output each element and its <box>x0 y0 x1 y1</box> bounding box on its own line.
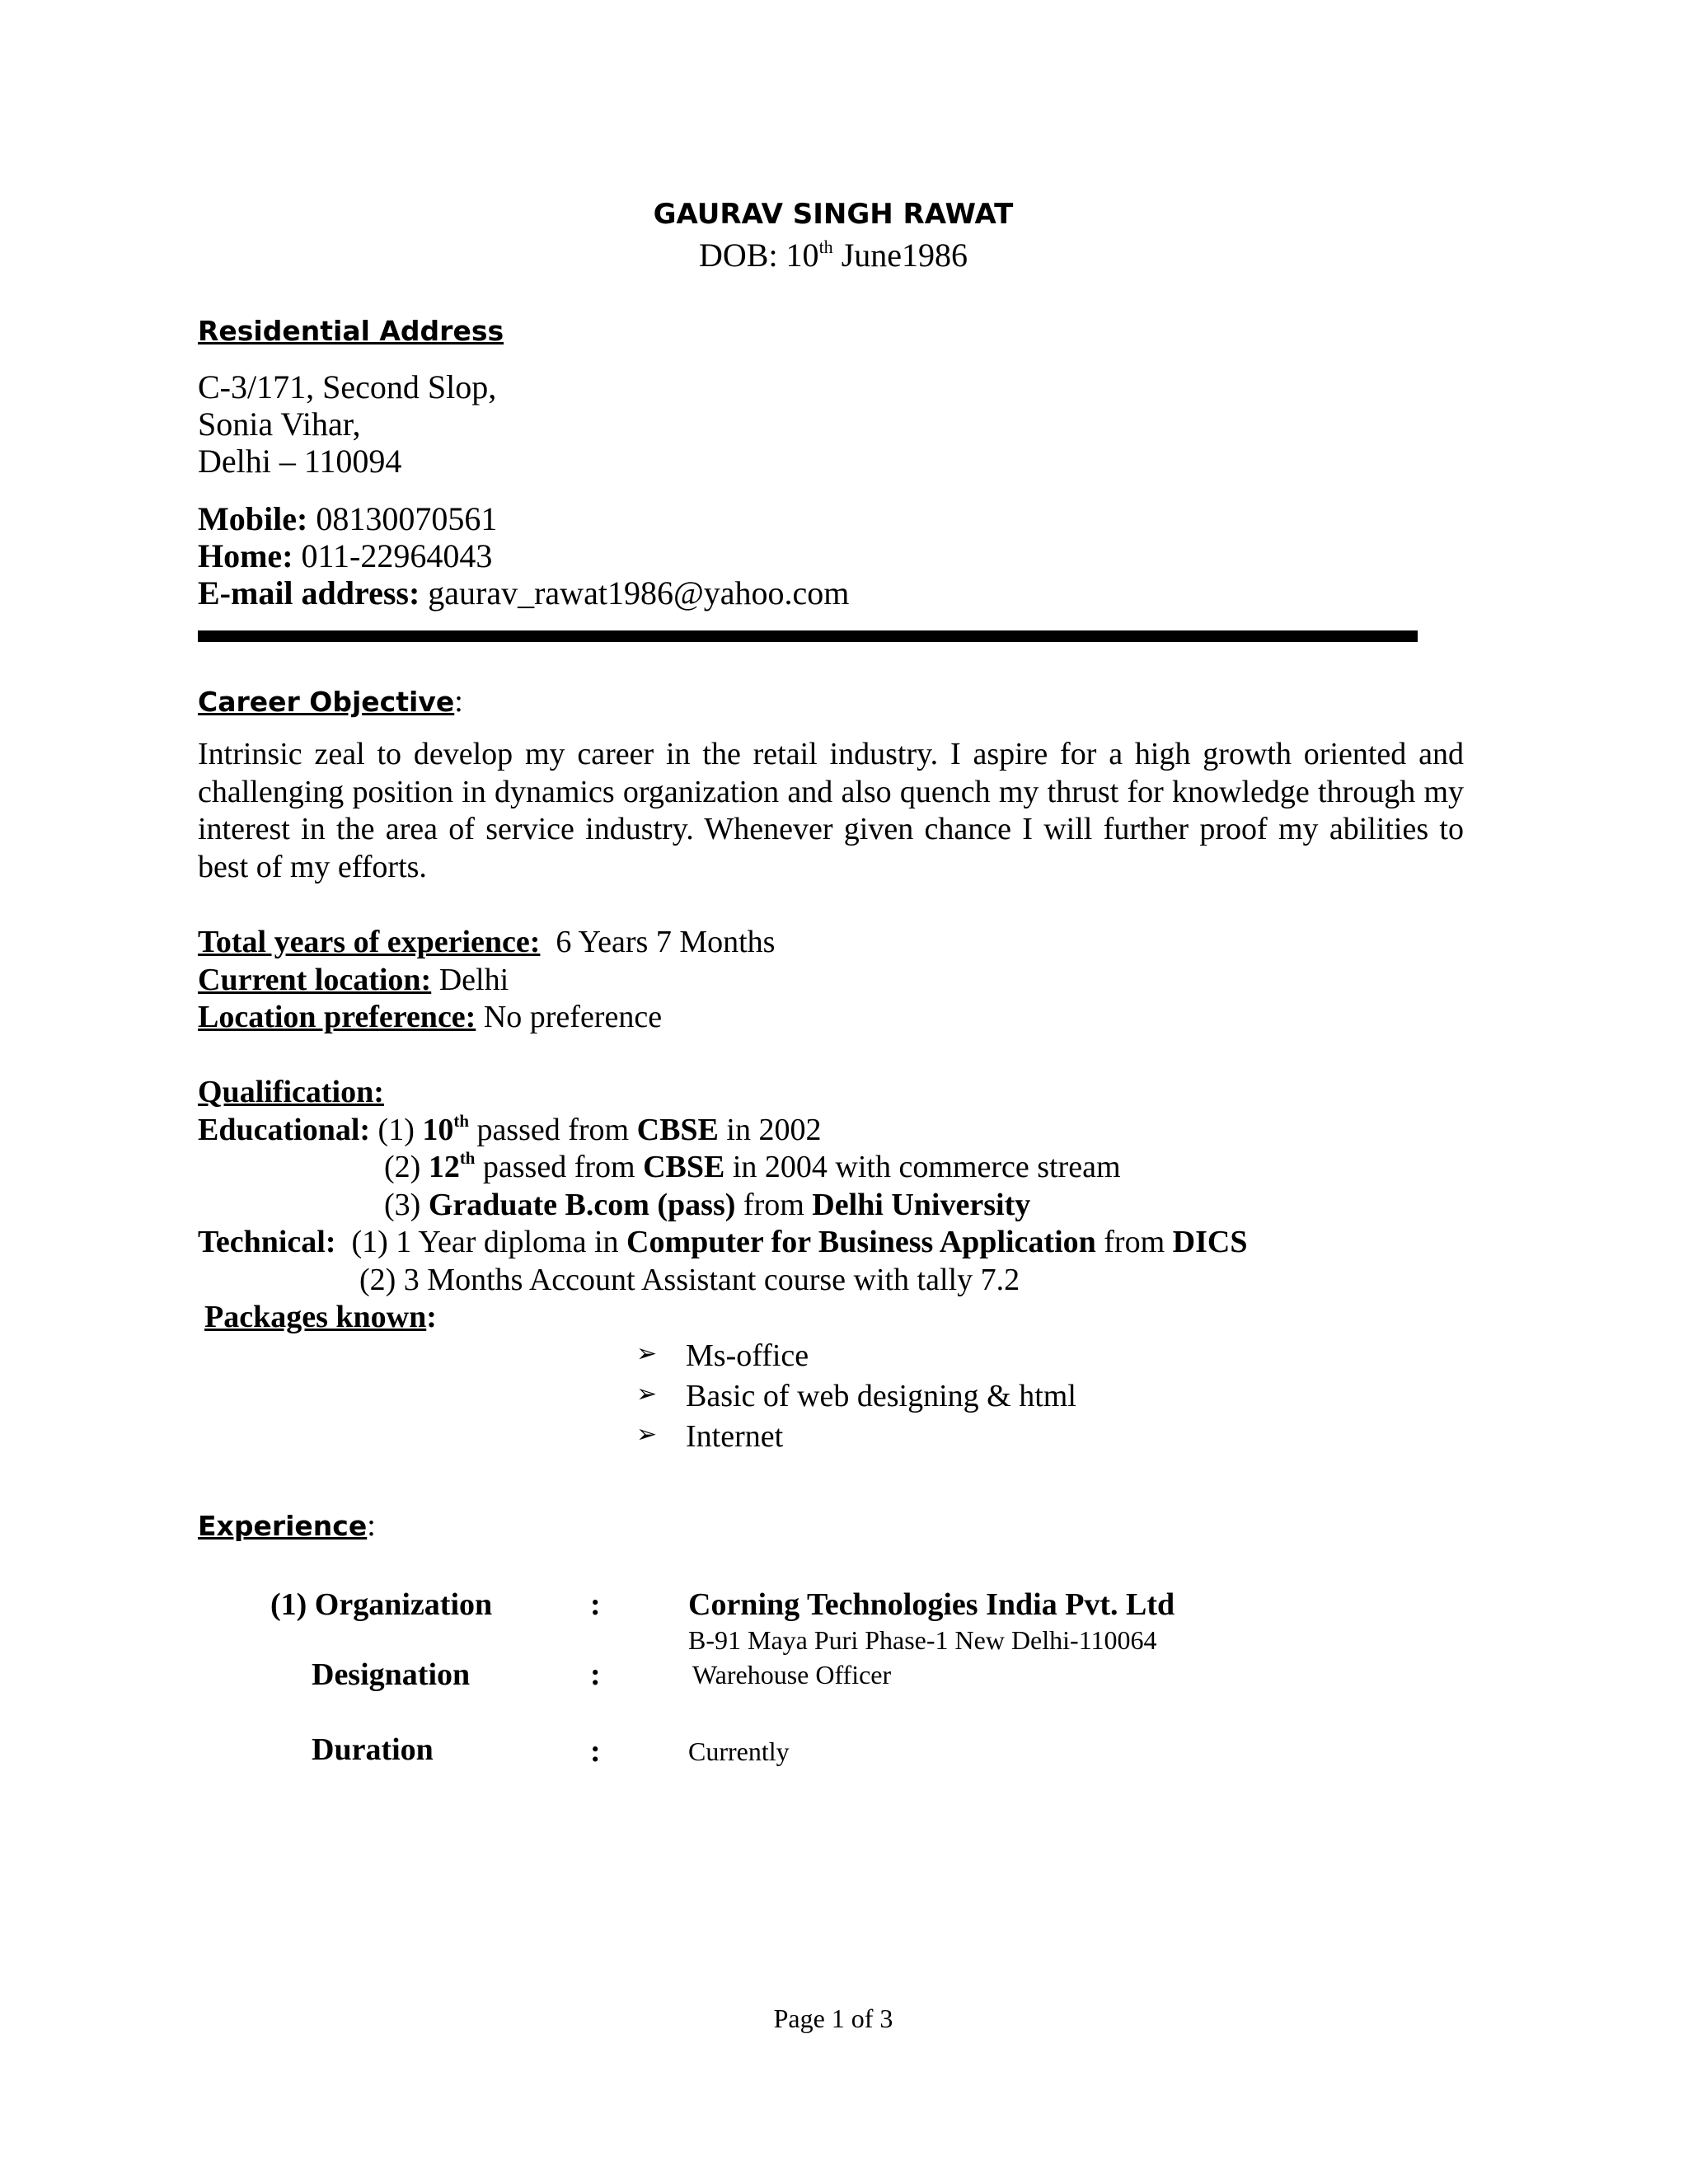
education-item: (2) 12th passed from CBSE in 2004 with commerce stream <box>384 1148 1121 1184</box>
technical-item: Technical: (1) 1 Year diploma in Computer for Business Application from DICS <box>198 1225 1248 1259</box>
arrow-bullet-icon: ➢ <box>636 1420 658 1449</box>
education-item: (3) Graduate B.com (pass) from Delhi University <box>384 1188 1031 1222</box>
separator-colon: : <box>590 1657 601 1692</box>
organization-name: Corning Technologies India Pvt. Ltd <box>688 1587 1175 1622</box>
address-line: C-3/171, Second Slop, <box>198 368 497 405</box>
organization-address: B-91 Maya Puri Phase-1 New Delhi-110064 <box>688 1625 1157 1655</box>
address-line: Delhi – 110094 <box>198 443 402 480</box>
page-number: Page 1 of 3 <box>773 2004 893 2033</box>
total-experience: Total years of experience: 6 Years 7 Months <box>198 925 776 959</box>
location-preference: Location preference: No preference <box>198 1000 663 1034</box>
date-of-birth: DOB: 10th June1986 <box>698 236 968 274</box>
technical-item: (2) 3 Months Account Assistant course with tally 7.2 <box>359 1263 1020 1297</box>
arrow-bullet-icon: ➢ <box>636 1339 658 1368</box>
section-divider <box>198 630 1418 642</box>
separator-colon: : <box>590 1734 601 1769</box>
package-item: Internet <box>686 1419 784 1454</box>
education-item: Educational: (1) 10th passed from CBSE in 2002 <box>198 1111 822 1147</box>
separator-colon: : <box>590 1587 601 1622</box>
duration-label: Duration <box>312 1732 434 1767</box>
career-objective-text: Intrinsic zeal to develop my career in the retail industry. I aspire for a high growth oriented and challenging position in dynamics organization and also quench my thrust for knowledge through my interest in the area of service industry. Whenever given chance I will further proof my abilities to best of my efforts. <box>198 737 1464 884</box>
qualification-heading: Qualification: <box>198 1075 384 1109</box>
candidate-name: GAURAV SINGH RAWAT <box>653 198 1014 231</box>
current-location: Current location: Delhi <box>198 963 509 997</box>
package-item: Ms-office <box>686 1338 809 1373</box>
career-objective-heading: Career Objective: <box>198 684 463 719</box>
email-line: E-mail address: gaurav_rawat1986@yahoo.com <box>198 574 850 612</box>
packages-heading: Packages known: <box>204 1300 437 1334</box>
address-line: Sonia Vihar, <box>198 405 361 443</box>
mobile-line: Mobile: 08130070561 <box>198 500 498 537</box>
duration-value: Currently <box>688 1736 790 1766</box>
designation-label: Designation <box>312 1657 471 1692</box>
arrow-bullet-icon: ➢ <box>636 1380 658 1408</box>
address-heading: Residential Address <box>198 315 504 347</box>
organization-label: (1) Organization <box>270 1587 493 1622</box>
designation-value: Warehouse Officer <box>692 1660 892 1690</box>
experience-heading: Experience: <box>198 1508 376 1543</box>
package-item: Basic of web designing & html <box>686 1379 1076 1413</box>
home-phone-line: Home: 011-22964043 <box>198 537 493 574</box>
